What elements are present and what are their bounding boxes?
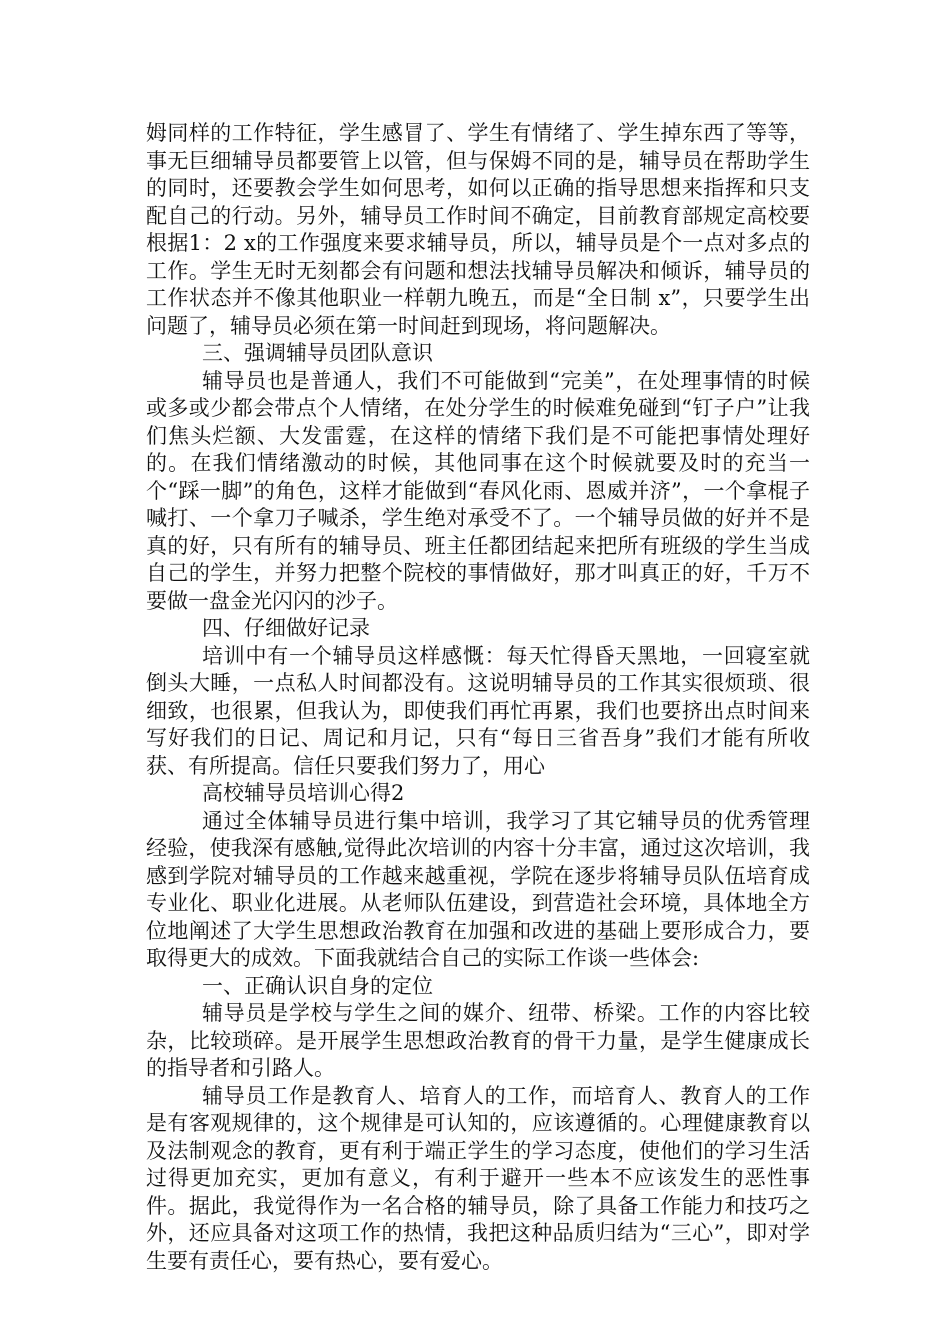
- paragraph-three-hearts: 辅导员工作是教育人、培育人的工作，而培育人、教育人的工作是有客观规律的，这个规律是可认知的，应该遵循的。心理健康教育以及法制观念的教育，更有利于端正学生的学习态度，使他们的学习生活过得更加充实，更加有意义，有利于避开一些本不应该发生的恶性事件。据此，我觉得作为一名合格的辅导员，除了具备工作能力和技巧之外，还应具备对这项工作的热情，我把这种品质归结为“三心”，即对学生要有责任心，要有热心，要有爱心。: [146, 1083, 810, 1273]
- document-body: [146, 120, 810, 1275]
- section-heading-three: 三、强调辅导员团队意识: [202, 341, 433, 365]
- paragraph-continued: 姆同样的工作特征，学生感冒了、学生有情绪了、学生掉东西了等等，事无巨细辅导员都要管上以管，但与保姆不同的是，辅导员在帮助学生的同时，还要教会学生如何思考，如何以正确的指导思想来指挥和只支配自己的行动。另外，辅导员工作时间不确定，目前教育部规定高校要根据1：2 x的工作强度来要求辅导员，所以，辅导员是个一点对多点的工作。学生无时无刻都会有问题和想法找辅导员解决和倾诉，辅导员的工作状态并不像其他职业一样朝九晚五，而是“全日制 x”，只要学生出问题了，辅导员必须在第一时间赶到现场，将问题解决。: [146, 121, 810, 338]
- paragraph-team-awareness: 辅导员也是普通人，我们不可能做到“完美”，在处理事情的时候或多或少都会带点个人情绪，在处分学生的时候难免碰到“钉子户”让我们焦头烂额、大发雷霆，在这样的情绪下我们是不可能把事情处理好的。在我们情绪激动的时候，其他同事在这个时候就要及时的充当一个“踩一脚”的角色，这样才能做到“春风化雨、恩威并济”，一个拿棍子喊打、一个拿刀子喊杀，学生绝对承受不了。一个辅导员做的好并不是真的好，只有所有的辅导员、班主任都团结起来把所有班级的学生当成自己的学生，并努力把整个院校的事情做好，那才叫真正的好，千万不要做一盘金光闪闪的沙子。: [146, 368, 810, 613]
- article-title-2: 高校辅导员培训心得2: [202, 781, 405, 805]
- paragraph-training-intro: 通过全体辅导员进行集中培训，我学习了其它辅导员的优秀管理经验，使我深有感触,觉得此次培训的内容十分丰富，通过这次培训，我感到学院对辅导员的工作越来越重视，学院在逐步将辅导员队伍培育成专业化、职业化进展。从老师队伍建设，到营造社会环境，具体地全方位地阐述了大学生思想政治教育在加强和改进的基础上要形成合力，要取得更大的成效。下面我就结合自己的实际工作谈一些体会:: [146, 808, 810, 970]
- paragraph-records: 培训中有一个辅导员这样感慨：每天忙得昏天黑地，一回寝室就倒头大睡，一点私人时间都没有。这说明辅导员的工作其实很烦琐、很细致，也很累，但我认为，即使我们再忙再累，我们也要挤出点时间来写好我们的日记、周记和月记，只有“每日三省吾身”我们才能有所收获、有所提高。信任只要我们努力了，用心: [146, 643, 810, 778]
- paragraph-role-definition: 辅导员是学校与学生之间的媒介、纽带、桥梁。工作的内容比较杂，比较琐碎。是开展学生思想政治教育的骨干力量，是学生健康成长的指导者和引路人。: [146, 1001, 810, 1080]
- section-heading-one: 一、正确认识自身的定位: [202, 973, 433, 998]
- section-heading-four: 四、仔细做好记录: [202, 616, 370, 640]
